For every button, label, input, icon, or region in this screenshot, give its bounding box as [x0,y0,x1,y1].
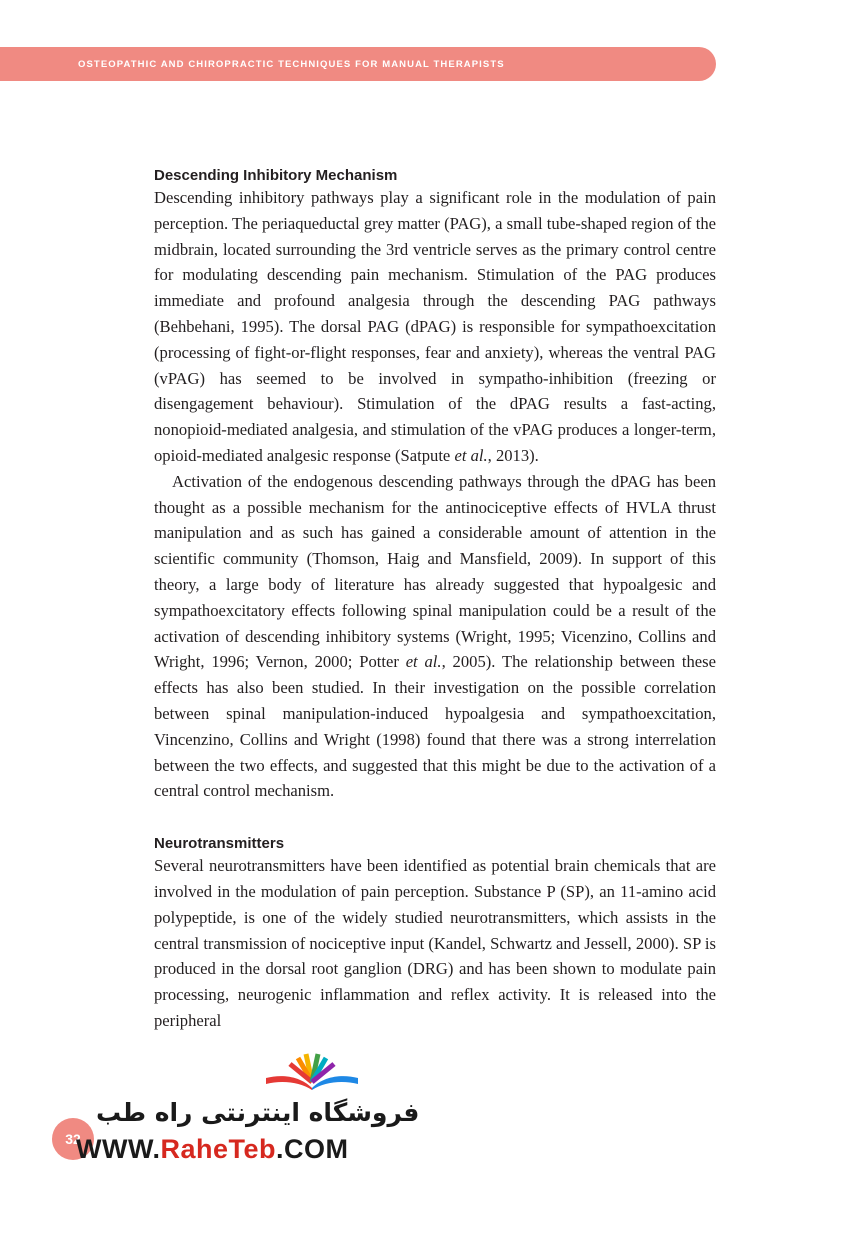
running-header-title: OSTEOPATHIC AND CHIROPRACTIC TECHNIQUES FOR MANUAL THERAPISTS [78,59,505,70]
watermark-url: WWW.RaheTeb.COM [76,1134,349,1164]
paragraph-2: Activation of the endogenous descending pathways through the dPAG has been thought as a possible mechanism for the antinociceptive effects of HVLA thrust manipulation and as such has gained a considerable amount of attention in the scientific community (Thomson, Haig and Mansfield, 2009). In support of this theory, a large body of literature has already suggested that hypoalgesic and sympathoexcitatory effects following spinal manipulation could be a result of the activation of descending inhibitory systems (Wright, 1995; Vicenzino, Collins and Wright, 1996; Vernon, 2000; Potter et al., 2005). The relationship between these effects has also been studied. In their investigation on the possible correlation between spinal manipulation-induced hypoalgesia and sympathoexcitation, Vincenzino, Collins and Wright (1998) found that there was a strong interrelation between the two effects, and suggested that this might be due to the activation of a central control mechanism. [154,471,716,801]
section-heading-neurotransmitters: Neurotransmitters [154,835,285,853]
watermark-persian-text: فروشگاه اینترنتی راه طب [96,1098,420,1127]
page-body [154,166,716,1034]
book-logo-icon [262,1048,362,1090]
section-heading-descending: Descending Inhibitory Mechanism [154,167,398,184]
page-number: 32 [52,1118,94,1160]
paragraph-3: Several neurotransmitters have been identified as potential brain chemicals that are involved in the modulation of pain perception. Substance P (SP), an 11-amino acid polypeptide, is one of the widely studied neurotransmitters, which assists in the central transmission of nociceptive input (Kandel, Schwartz and Jessell, 2000). SP is produced in the dorsal root ganglion (DRG) and has been shown to modulate pain processing, neurogenic inflammation and reflex activity. It is released into the peripheral [154,856,716,1030]
paragraph-1: Descending inhibitory pathways play a significant role in the modulation of pain perception. The periaqueductal grey matter (PAG), a small tube-shaped region of the midbrain, located surrounding the 3rd ventricle serves as the primary control centre for modulating descending pain mechanism. Stimulation of the PAG produces immediate and profound analgesia through the descending PAG pathways (Behbehani, 1995). The dorsal PAG (dPAG) is responsible for sympathoexcitation (processing of fight-or-flight responses, fear and anxiety), whereas the ventral PAG (vPAG) has seemed to be involved in sympatho-inhibition (freezing or disengagement behaviour). Stimulation of the dPAG results a fast-acting, nonopioid-mediated analgesia, and stimulation of the vPAG produces a longer-term, opioid-mediated analgesic response (Satpute et al., 2013). [154,188,716,465]
